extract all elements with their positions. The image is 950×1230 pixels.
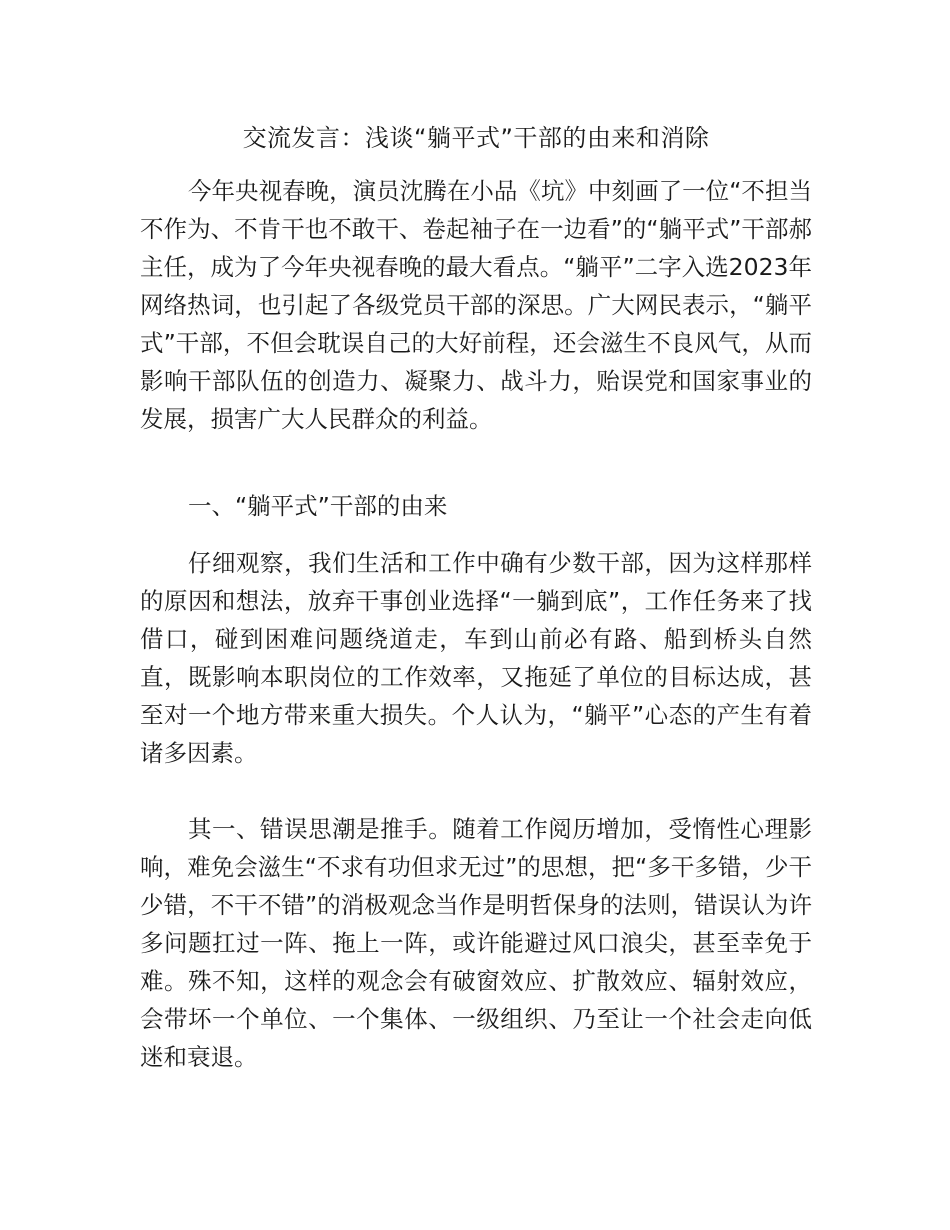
paragraph-reason-one: 其一、错误思潮是推手。随着工作阅历增加，受惰性心理影响，难免会滋生“不求有功但求无过”的思想，把“多干多错，少干少错，不干不错”的消极观念当作是明哲保身的法则，错误认为许多问题扛过一阵、拖上一阵，或许能避过风口浪尖，甚至幸免于难。殊不知，这样的观念会有破窗效应、扩散效应、辐射效应，会带坏一个单位、一个集体、一级组织、乃至让一个社会走向低迷和衰退。	[140, 815, 812, 1071]
document-title: 交流发言：浅谈“躺平式”干部的由来和消除	[242, 124, 710, 152]
paragraph-observation: 仔细观察，我们生活和工作中确有少数干部，因为这样那样的原因和想法，放弃干事创业选择“一躺到底”，工作任务来了找借口，碰到困难问题绕道走，车到山前必有路、船到桥头自然直，既影响本职岗位的工作效率，又拖延了单位的目标达成，甚至对一个地方带来重大损失。个人认为，“躺平”心态的产生有着诸多因素。	[140, 549, 812, 767]
paragraph-intro: 今年央视春晚，演员沈腾在小品《坑》中刻画了一位“不担当不作为、不肯干也不敢干、卷起袖子在一边看”的“躺平式”干部郝主任，成为了今年央视春晚的最大看点。“躺平”二字入选2023年网络热词，也引起了各级党员干部的深思。广大网民表示，“躺平式”干部，不但会耽误自己的大好前程，还会滋生不良风气，从而影响干部队伍的创造力、凝聚力、战斗力，贻误党和国家事业的发展，损害广大人民群众的利益。	[140, 177, 812, 433]
section-heading-origin: 一、“躺平式”干部的由来	[188, 492, 448, 520]
